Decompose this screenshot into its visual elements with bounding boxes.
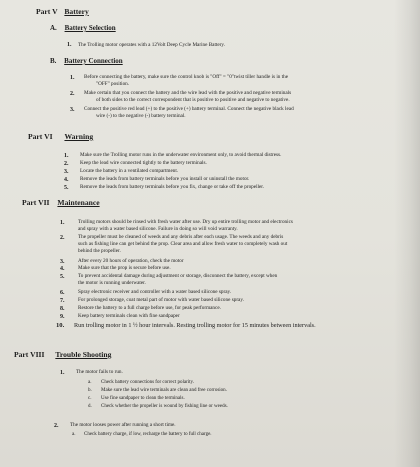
list-number: 5. (64, 185, 69, 191)
list-item: After every 20 hours of operation, check the motor (78, 258, 184, 264)
list-number: 3. (64, 169, 69, 175)
part-7-title (22, 199, 100, 207)
sub-letter: a. (72, 432, 76, 437)
list-item: Restore the battery to a full charge before use, for peak performance. (78, 305, 221, 311)
list-item: The motor looses power after running a short time. (70, 422, 176, 428)
list-item: Connect the positive red lead (+) to the positive (+) battery terminal. Connect the negative black lead (84, 106, 294, 112)
sub-letter: a. (88, 380, 92, 385)
list-item: Run trolling motor in 1 ½ hour intervals. Resting trolling motor for 15 minutes between intervals. (74, 322, 316, 329)
part-label: Part VIII (14, 350, 45, 359)
list-number: 1. (64, 153, 69, 159)
list-number: 2. (54, 423, 59, 429)
sub-item: Use fine sandpaper to clean the terminals. (101, 396, 185, 401)
section-letter: A. (50, 24, 57, 32)
part-heading: Maintenance (57, 198, 100, 207)
list-number: 2. (60, 235, 65, 241)
section-a-title (50, 25, 116, 32)
list-item: Keep the lead wire connected tightly to the battery terminals. (80, 160, 207, 166)
list-item: Remove the leads from battery terminals before you install or uninstall the motor. (80, 176, 250, 182)
sub-item: Check battery connections for correct polarity. (101, 380, 194, 385)
list-item: Keep battery terminals clean with fine sandpaper (78, 313, 180, 319)
list-number: 1. (60, 370, 65, 376)
sub-item: Check battery charge, if low, recharge the battery to full charge. (84, 432, 212, 437)
list-item: behind the propeller. (78, 248, 121, 254)
list-item: and spray with a water based silicone. Failure in doing so will void warranty. (78, 226, 238, 232)
list-item: Remove the leads from battery terminals before you fix, change or take off the propeller. (80, 184, 264, 190)
section-letter: B. (50, 57, 57, 65)
list-item: For prolonged storage, coat metal part of motor with water based silicone spray. (78, 297, 244, 303)
list-item: the motor is running underwater. (78, 280, 146, 286)
list-item: To prevent accidental damage during adjustment or storage, disconnect the battery, except when (78, 273, 278, 279)
list-number: 3. (60, 259, 65, 265)
list-item: Make sure the Trolling motor runs in the underwater environment only, to avoid thermal distress. (80, 152, 282, 158)
part-5-title (36, 8, 89, 16)
list-number: 1. (70, 75, 75, 81)
list-number: 8. (60, 306, 65, 312)
list-number: 6. (60, 290, 65, 296)
sub-letter: b. (88, 388, 92, 393)
part-label: Part VI (28, 132, 53, 141)
list-item: Make certain that you connect the battery and the wire lead with the positive and negative terminals (84, 90, 292, 96)
list-item: The motor fails to run. (76, 369, 123, 375)
part-heading: Warning (64, 132, 94, 141)
list-item: of both sides to the correct correspondent that is positive to positive and negative to negative. (96, 97, 290, 103)
page-edge-shadow (394, 0, 420, 467)
list-item: Locate the battery in a ventilated compartment. (80, 168, 179, 174)
list-number: 10. (56, 322, 65, 329)
part-label: Part VII (22, 198, 50, 207)
part-heading: Trouble Shooting (55, 350, 112, 359)
sub-item: Make sure the lead wire terminals are clean and free corrosion. (101, 388, 227, 393)
list-number: 7. (60, 298, 65, 304)
list-number: 1. (67, 42, 72, 48)
list-number: 9. (60, 314, 65, 320)
sub-letter: d. (88, 404, 92, 409)
list-item: such as fishing line can get behind the prop. Clear area and allow fresh water to completely wash out (78, 241, 288, 247)
list-item: The Trolling motor operates with a 12Volt Deep Cycle Marine Battery. (78, 42, 225, 48)
section-b-title (50, 58, 123, 65)
section-heading: Battery Connection (64, 57, 123, 65)
part-heading: Battery (64, 7, 89, 16)
part-label: Part V (36, 7, 58, 16)
part-8-title (14, 351, 111, 359)
list-item: Trolling motors should be rinsed with fresh water after use. Dry up entire trolling motor and electronics (78, 219, 293, 225)
list-item: The propeller must be cleaned of weeds and any debris after each usage. The weeds and any debris (78, 234, 284, 240)
list-item: Make sure that the prop is secure before use. (78, 265, 171, 271)
list-number: 4. (60, 266, 65, 272)
list-item: "OFF" position. (96, 81, 130, 87)
section-heading: Battery Selection (64, 24, 116, 32)
list-number: 4. (64, 177, 69, 183)
list-number: 2. (64, 161, 69, 167)
list-number: 1. (60, 220, 65, 226)
list-item: Before connecting the battery, make sure the control knob is "Off" = "0"twist tiller handle is in the (84, 74, 289, 80)
part-6-title (28, 133, 93, 141)
sub-letter: c. (88, 396, 92, 401)
list-number: 2. (70, 91, 75, 97)
list-number: 5. (60, 274, 65, 280)
sub-item: Check whether the propeller is wound by fishing line or weeds. (101, 404, 228, 409)
list-item: Spray electronic receiver and controller with a water based silicone spray. (78, 289, 232, 295)
list-number: 3. (70, 107, 75, 113)
list-item: wire (-) to the negative (-) battery terminal. (96, 113, 186, 119)
